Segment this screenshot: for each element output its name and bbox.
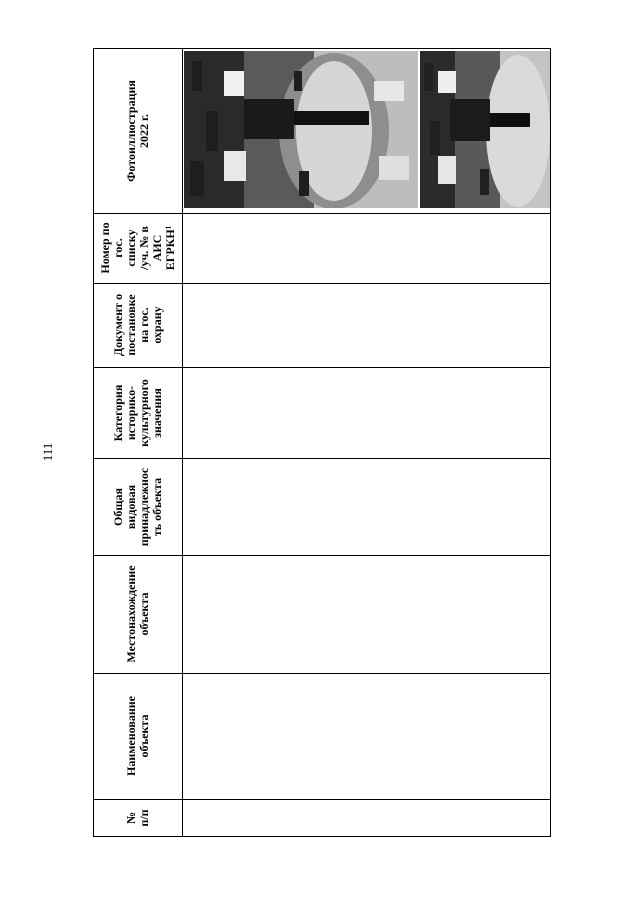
header-number-line: № xyxy=(124,811,138,824)
header-type-line: видовая xyxy=(124,484,138,529)
header-number-line: п/п xyxy=(137,808,151,827)
page-number: 111 xyxy=(40,442,55,462)
header-name-line: Наименование xyxy=(124,696,138,776)
header-type xyxy=(94,458,182,555)
header-photo-text xyxy=(125,80,151,182)
header-number xyxy=(94,799,182,836)
header-category-line: значения xyxy=(150,387,164,438)
column-divider xyxy=(182,49,183,836)
header-document-text xyxy=(112,294,164,356)
header-photo-line: Фотоиллюстрация xyxy=(124,80,138,182)
header-document xyxy=(94,283,182,367)
header-category xyxy=(94,367,182,458)
header-registry-line: Номер по xyxy=(98,222,112,274)
header-registry-line: списку xyxy=(124,229,138,267)
header-name-line: объекта xyxy=(137,714,151,758)
header-category-line: культурного xyxy=(137,378,151,447)
header-registry-line: гос. xyxy=(111,238,125,258)
header-category-text xyxy=(112,379,164,447)
header-document-line: охрану xyxy=(150,306,164,344)
header-photo-line: 2022 г. xyxy=(137,113,151,149)
header-name xyxy=(94,673,182,799)
header-registry xyxy=(94,213,182,283)
header-document-line: на гос. xyxy=(137,307,151,343)
header-document-line: постановке xyxy=(124,294,138,356)
header-type-line: ть объекта xyxy=(150,477,164,536)
header-category-line: Категория xyxy=(111,384,125,441)
header-type-text xyxy=(112,467,164,546)
header-location xyxy=(94,555,182,673)
header-name-text xyxy=(125,696,151,776)
header-registry-line: АИС xyxy=(150,234,164,262)
header-photo xyxy=(94,49,182,213)
monument-table xyxy=(93,48,551,837)
header-type-line: принадлежнос xyxy=(137,467,151,546)
header-document-line: Документ о xyxy=(111,293,125,357)
header-registry-text xyxy=(99,222,177,273)
header-location-text xyxy=(125,565,151,662)
header-type-line: Общая xyxy=(111,487,125,526)
header-registry-line: ЕГРКН¹ xyxy=(163,225,177,271)
header-location-line: Местонахождение xyxy=(124,565,138,663)
header-location-line: объекта xyxy=(137,592,151,636)
header-category-line: историко- xyxy=(124,385,138,440)
header-number-text xyxy=(125,809,151,826)
header-registry-line: /уч. № в xyxy=(137,226,151,270)
photo-monument-right xyxy=(420,51,550,208)
photo-monument-left xyxy=(184,51,418,208)
